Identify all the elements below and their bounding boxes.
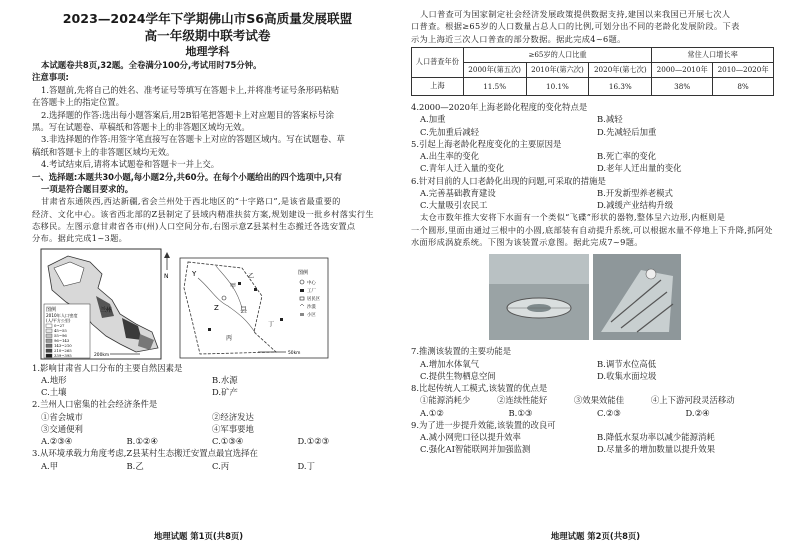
note-line: 4.考试结束后,请将本试题卷和答题卡一并上交。 — [41, 159, 220, 170]
question-4: 4.2000—2020年上海老龄化程度的变化特点是 — [411, 101, 588, 112]
right-legend — [298, 269, 321, 318]
option[interactable]: D.①②③ — [297, 436, 330, 447]
table-col-header: 2000—2010年 — [652, 62, 713, 77]
option[interactable]: B.死亡率的变化 — [597, 151, 657, 162]
table-col-header: 2020年(第七次) — [589, 62, 652, 77]
right-legend-item: 中心 — [307, 280, 316, 286]
label-county: 县 — [240, 305, 247, 314]
table-col-header: 2010年(第六次) — [526, 62, 589, 77]
table-cell: 11.5% — [463, 77, 526, 95]
q8-statements — [411, 394, 774, 406]
legend-range: 96~143 — [54, 337, 70, 343]
option[interactable]: A.减小网兜口径以提升效率 — [420, 432, 521, 443]
right-legend-item: 小区 — [307, 312, 316, 318]
option[interactable]: A.地形 — [41, 375, 67, 386]
statement: ③交通便利 — [41, 424, 83, 435]
site-yi: 乙 — [248, 272, 255, 280]
q2-statements — [32, 411, 383, 435]
question-7: 7.推测该装置的主要功能是 — [411, 346, 512, 357]
question-6: 6.针对目前的人口老龄化出现的问题,可采取的措施是 — [411, 175, 606, 186]
passage2-line: 口普查。根据≥65岁的人口数量占总人口的比例,可划分出不同的老龄化发展阶段。下表 — [411, 21, 740, 32]
option[interactable]: D.丁 — [297, 460, 315, 471]
option[interactable]: A.出生率的变化 — [420, 151, 479, 162]
right-legend-item: 居民区 — [307, 296, 321, 302]
option[interactable]: A.①② — [420, 407, 444, 418]
option[interactable]: A.完善基础教育建设 — [420, 187, 496, 198]
right-legend-item: 工厂 — [307, 288, 316, 294]
passage1-line: 态移民。左图示意甘肃省各市(州)人口空间分布,右图示意Z县某村生态搬迁各选安置点 — [32, 221, 356, 232]
exam-page-2 — [397, 0, 794, 551]
option[interactable]: D.收集水面垃圾 — [597, 370, 657, 381]
q9-options — [411, 431, 774, 455]
right-legend-item: 沙漠 — [307, 304, 316, 310]
statement: ④军事要地 — [212, 424, 254, 435]
question-5: 5.引起上海老龄化程度变化的主要原因是 — [411, 138, 562, 149]
option[interactable]: D.矿产 — [212, 387, 238, 398]
census-table — [411, 47, 774, 96]
option[interactable]: C.青年人迁入量的变化 — [420, 163, 505, 174]
q4-options — [411, 113, 774, 137]
gansu-population-map — [40, 248, 390, 360]
option[interactable]: A.②③④ — [41, 436, 73, 447]
device-photo-left — [489, 254, 589, 340]
note-line: 1.答题前,先将自己的姓名、准考证号等填写在答题卡上,并将准考证号条形码粘贴 — [41, 84, 340, 95]
option[interactable]: C.土壤 — [41, 387, 67, 398]
site-bing: 丙 — [226, 334, 233, 342]
table-cell: 38% — [652, 77, 713, 95]
statement: ③效果效能佳 — [573, 395, 625, 406]
device-photos — [411, 252, 774, 342]
passage2-line: 示为上海近三次人口普查的部分数据。据此完成4~6题。 — [411, 33, 626, 44]
passage3-line: 太仓市数年推大安将下水面有一个类似“飞碟”形状的器物,整体呈六边形,内框则是 — [420, 212, 726, 223]
page-footer: 地理试题 第1页(共8页) — [153, 531, 244, 541]
option[interactable]: A.甲 — [41, 460, 59, 471]
site-jia: 甲 — [230, 282, 237, 290]
question-1: 1.影响甘肃省人口分布的主要自然因素是 — [32, 362, 183, 373]
exam-info: 本试题卷共8页,32题。全卷满分100分,考试用时75分钟。 — [41, 60, 262, 70]
option[interactable]: B.①③ — [508, 407, 533, 418]
q7-options — [411, 358, 774, 382]
option[interactable]: A.增加水体氧气 — [420, 358, 479, 369]
note-line: 稿纸和答题卡上的非答题区域均无效。 — [32, 146, 175, 157]
option[interactable]: B.乙 — [126, 460, 144, 471]
option[interactable]: C.大量吸引农民工 — [420, 200, 488, 211]
option[interactable]: B.减轻 — [597, 114, 623, 125]
statement: ②连续性能好 — [496, 395, 548, 406]
option[interactable]: B.调节水位高低 — [597, 358, 657, 369]
legend-sub: 2010年人口密度 — [46, 312, 78, 318]
legend-range: 339~395 — [54, 352, 72, 358]
subject-title: 地理学科 — [185, 45, 230, 58]
option[interactable]: D.尽量多的增加数量以提升效果 — [597, 444, 715, 455]
option[interactable]: D.先减轻后加重 — [597, 126, 657, 137]
statement: ②经济发达 — [212, 411, 254, 422]
passage3-line: 水面形成涡旋系统。下图为该装置示意图。据此完成7~9题。 — [411, 236, 643, 247]
option[interactable]: B.开发新型养老模式 — [597, 187, 673, 198]
option[interactable]: C.丙 — [212, 460, 230, 471]
question-9: 9.为了进一步提升效能,该装置的改良可 — [411, 419, 556, 430]
table-row-label: 上海 — [412, 77, 464, 95]
note-line: 2.选择题的作答:选出每小题答案后,用2B铅笔把答题卡上对应题目的答案标号涂 — [41, 109, 334, 120]
table-group-growth: 常住人口增长率 — [652, 47, 774, 62]
north-label: N — [164, 272, 169, 280]
statement: ①省会城市 — [41, 411, 83, 422]
q5-options — [411, 150, 774, 174]
passage1-line: 经济、文化中心。该省西北部的Z县制定了县域内精准扶贫方案,规划建设一批乡村落实行生 — [32, 208, 374, 219]
legend-unit: (人/平方公里) — [46, 317, 71, 323]
table-cell: 8% — [713, 77, 774, 95]
passage3-line: 一个圆形,里面由通过三根中的小圆,底部装有自动提升系统,可以根据水量不停地上下升降,抓阿处 — [411, 224, 773, 235]
legend-range: 143~210 — [54, 342, 72, 348]
legend-range: 45~55 — [54, 327, 67, 333]
option[interactable]: B.①②④ — [126, 436, 158, 447]
page-footer: 地理试题 第2页(共8页) — [550, 531, 641, 541]
note-line: 在答题卡上的指定位置。 — [32, 97, 125, 108]
city-label-lanzhou: 兰州 — [100, 306, 113, 314]
passage1-line: 甘肃省东通陕西,西达新疆,省会兰州处于西北地区的“十字路口”,是该省最重要的 — [41, 196, 341, 207]
option[interactable]: B.降低水泵功率以减少能源消耗 — [597, 432, 715, 443]
option[interactable]: D.老年人迁出量的变化 — [597, 163, 682, 174]
legend-range: 210~265 — [54, 347, 72, 353]
site-ding: 丁 — [268, 320, 275, 328]
q6-options — [411, 187, 774, 211]
table-cell: 10.1% — [526, 77, 589, 95]
note-line: 黑。写在试题卷、草稿纸和答题卡上的非答题区域均无效。 — [32, 122, 250, 133]
table-group-aging: ≥65岁的人口比重 — [463, 47, 652, 62]
table-col-header: 2000年(第五次) — [463, 62, 526, 77]
label-y: Y — [192, 269, 197, 278]
option[interactable]: D.减缓产业结构升级 — [597, 200, 674, 211]
note-line: 3.非选择题的作答:用签字笔直接写在答题卡上对应的答题区域内。写在试题卷、草 — [41, 134, 345, 145]
gansu-maps-figure — [32, 248, 383, 360]
option[interactable]: C.先加重后减轻 — [420, 126, 480, 137]
passage1-line: 分布。据此完成1~3题。 — [32, 233, 128, 244]
legend-title: 图例 — [46, 306, 57, 313]
right-scale: 50km — [288, 350, 301, 356]
device-photo-svg — [411, 252, 771, 342]
statement: ①能源消耗少 — [420, 395, 471, 406]
question-3: 3.从环境承载力角度考虑,Z县某村生态搬迁安置点最宜选择在 — [32, 448, 258, 459]
option[interactable]: B.水源 — [212, 375, 238, 386]
north-arrow — [164, 252, 170, 280]
map-legend-box — [44, 304, 90, 358]
question-8: 8.比起传统人工模式,该装置的优点是 — [411, 383, 548, 394]
right-legend-title: 图例 — [298, 269, 309, 276]
option[interactable]: C.②③ — [597, 407, 621, 418]
q3-options — [32, 460, 383, 472]
option[interactable]: C.①③④ — [212, 436, 244, 447]
statement: ④上下游河段灵活移动 — [650, 395, 735, 406]
option[interactable]: A.加重 — [420, 114, 446, 125]
label-z: Z — [214, 303, 219, 312]
question-2: 2.兰州人口密集的社会经济条件是 — [32, 399, 158, 410]
map-scale: 200km — [94, 352, 110, 358]
table-col-header: 2010—2020年 — [713, 62, 774, 77]
q8-options — [411, 407, 774, 419]
passage2-line: 人口普查可为国家制定社会经济发展政策提供数据支持,建国以来我国已开展七次人 — [420, 9, 731, 19]
exam-title-line1: 2023—2024学年下学期佛山市S6高质量发展联盟 — [62, 11, 353, 26]
notes-heading: 注意事项: — [32, 72, 69, 83]
section1-heading: 一、选择题:本题共30小题,每小题2分,共60分。在每个小题给出的四个选项中,只有 — [32, 171, 343, 182]
q2-options — [32, 435, 383, 447]
option[interactable]: C.强化AI智能联网并加强监测 — [420, 444, 531, 455]
q1-options — [32, 374, 383, 398]
option[interactable]: C.提供生物栖息空间 — [420, 370, 496, 381]
legend-range: 55~96 — [54, 332, 67, 338]
table-header-year: 人口普查年份 — [412, 47, 464, 77]
exam-title-line2: 高一年级期中联考试卷 — [144, 28, 271, 43]
legend-range: 0~27 — [54, 322, 65, 328]
table-cell: 16.3% — [589, 77, 652, 95]
device-photo-right — [593, 254, 681, 340]
option[interactable]: D.②④ — [685, 407, 710, 418]
section1-heading-cont: 一项是符合题目要求的。 — [41, 184, 134, 195]
